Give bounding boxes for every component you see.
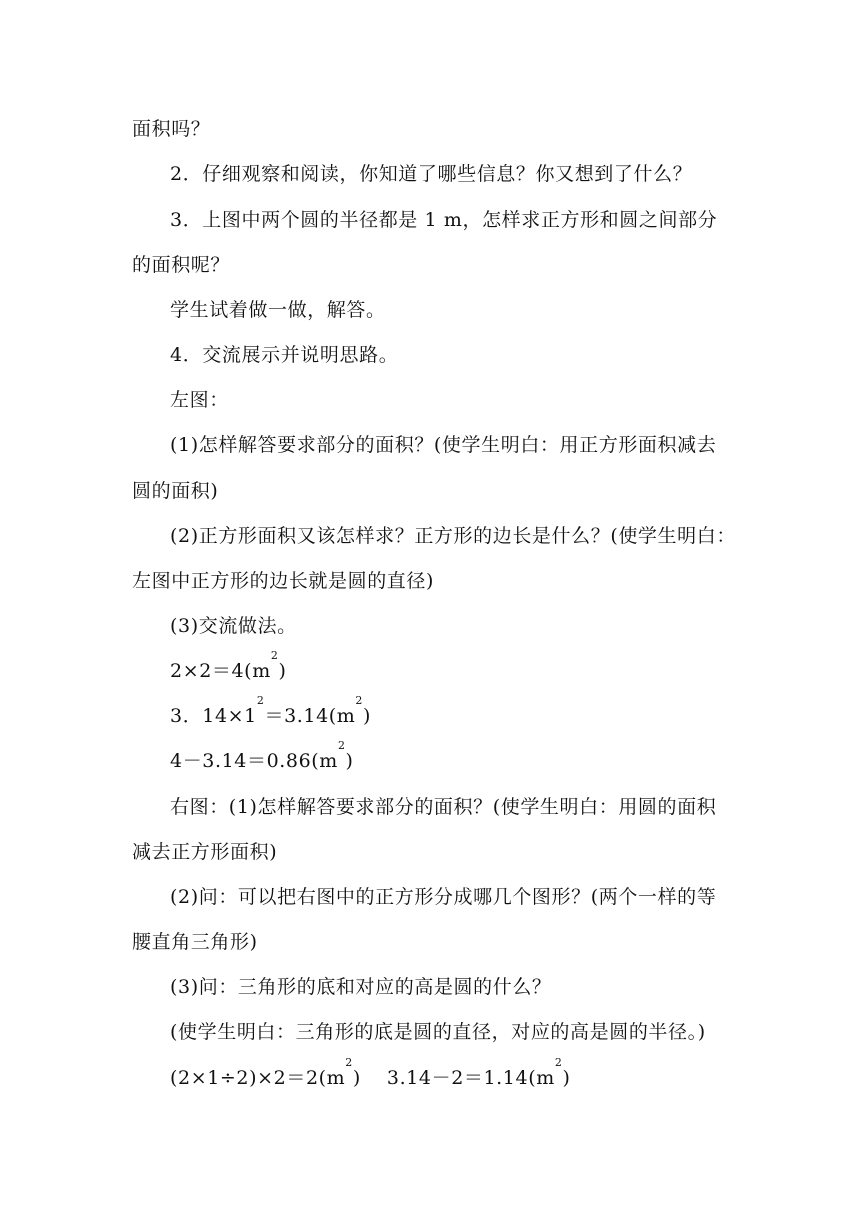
text-line: 的面积呢？	[132, 254, 231, 276]
formula-line: $4-3.14=0.86(m^2)$	[170, 739, 354, 772]
text-line: 腰直角三角形)	[132, 931, 258, 953]
text-line: (1)怎样解答要求部分的面积？(使学生明白：用正方形面积减去	[170, 434, 717, 456]
text-line: (2)问：可以把右图中的正方形分成哪几个图形？(两个一样的等	[170, 886, 717, 908]
left-figure-heading: 左图：	[170, 389, 229, 411]
question-3: 3．上图中两个圆的半径都是 1 m，怎样求正方形和圆之间部分	[170, 209, 718, 231]
formula-line: $(2\times 1\div 2)\times 2=2(m^2)$ $3.14-2=1.14(m^2)$	[170, 1056, 571, 1089]
text-line: 左图中正方形的边长就是圆的直径)	[132, 570, 435, 592]
text-line: 学生试着做一做，解答。	[170, 299, 386, 321]
step-4: 4．交流展示并说明思路。	[170, 344, 399, 366]
text-line: 圆的面积)	[132, 480, 219, 502]
right-figure-heading: 右图：(1)怎样解答要求部分的面积？(使学生明白：用圆的面积	[170, 796, 717, 818]
text-line: (3)问：三角形的底和对应的高是圆的什么？	[170, 976, 552, 998]
text-line: 减去正方形面积)	[132, 841, 278, 863]
formula-line: $2\times 2=4(m^2)$	[170, 649, 287, 682]
text-line: (使学生明白：三角形的底是圆的直径，对应的高是圆的半径。)	[170, 1021, 706, 1043]
question-2: 2．仔细观察和阅读，你知道了哪些信息？你又想到了什么？	[170, 163, 693, 185]
text-line: (3)交流做法。	[170, 615, 297, 637]
formula-line: 3．$14\times 1^2=3.14(m^2)$	[170, 694, 372, 727]
text-line: (2)正方形面积又该怎样求？正方形的边长是什么？(使学生明白：	[170, 525, 736, 547]
text-line: 面积吗？	[132, 118, 211, 140]
